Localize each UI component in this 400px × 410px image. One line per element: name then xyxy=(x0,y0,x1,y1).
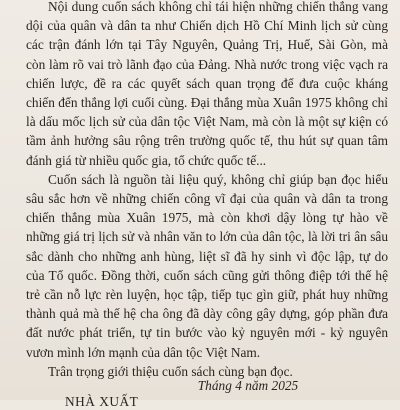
date-text: Tháng 4 năm 2025 xyxy=(197,378,299,393)
publisher-signature: NHÀ XUẤT xyxy=(65,394,139,409)
paragraph-2: Cuốn sách là nguồn tài liệu quý, không chỉ giúp bạn đọc hiểu sâu sắc hơn về những chiến công vĩ đại của quân và dân ta trong chiến thắng mùa Xuân 1975, mà còn khơi dậy lòng tự hào về những giá trị lịch sử và nhân văn to lớn của dân tộc, là lời tri ân sâu sắc dành cho những anh hùng, liệt sĩ đã hy sinh vì độc lập, tự do của Tổ quốc. Đồng thời, cuốn sách cũng gửi thông điệp tới thế hệ trẻ cần nỗ lực rèn luyện, học tập, tiếp tục gìn giữ, phát huy những thành quả mà thế hệ cha ông đã dày công gây dựng, góp phần đưa đất nước phát triển, tự tin bước vào kỷ nguyên mới - kỷ nguyên vươn mình lớn mạnh của dân tộc Việt Nam. xyxy=(26,171,388,360)
paragraph-3: Trân trọng giới thiệu cuốn sách cùng bạn đọc. xyxy=(48,363,293,379)
date-line xyxy=(0,378,400,394)
body-text xyxy=(26,0,388,381)
paragraph-1: Nội dung cuốn sách không chỉ tái hiện những chiến thắng vang dội của quân và dân ta như Chiến dịch Hồ Chí Minh lịch sử cùng các trận đánh lớn tại Tây Nguyên, Quảng Trị, Huế, Sài Gòn, mà còn làm rõ vai trò lãnh đạo của Đảng. Nhà nước trong việc vạch ra chiến lược, đề ra các quyết sách quan trọng để đưa cuộc kháng chiến đến thắng lợi cuối cùng. Đại thắng mùa Xuân 1975 không chỉ là dấu mốc lịch sử của dân tộc Việt Nam, mà còn là một sự kiện có tầm ảnh hưởng sâu rộng trên trường quốc tế, thu hút sự quan tâm đánh giá từ nhiều quốc gia, tổ chức quốc tế... xyxy=(26,0,388,168)
